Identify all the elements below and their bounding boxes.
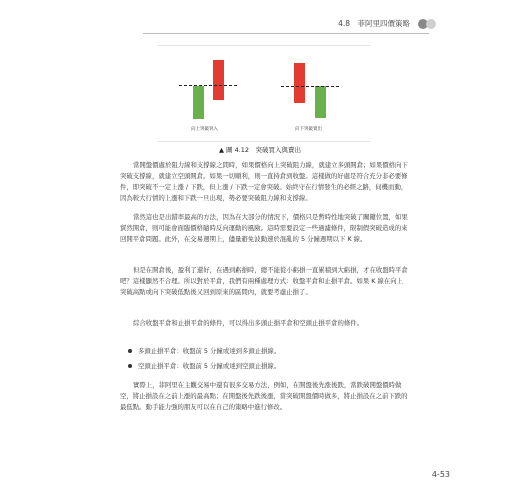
paragraph: 但是在開倉後，盈利了還好，在遇到虧損時，總不能從小虧損一直累積到大虧損，才在收盤時平倉吧？這樣顯然不合理。所以對於平倉，我們有兩種處理方式：收盤平倉和止損平倉。如果 K 線在向上突破高點或向下突破低點後又回到原來的區間內，就要考慮止損了。 — [120, 266, 408, 296]
right-breakout-line — [281, 86, 339, 87]
right-figure-label: 向下突破賣出 — [295, 127, 322, 132]
right-green-candle — [315, 86, 326, 118]
header-rule — [143, 33, 429, 34]
paragraph: 綜合收盤平倉和止損平倉的條件，可以得出多頭止損平倉和空頭止損平倉的條件。 — [133, 319, 364, 327]
bullet-text: 多頭止損平倉：收盤前 5 分鐘或達到多頭止損線。 — [138, 347, 281, 355]
header-decoration-dot — [426, 19, 436, 29]
breakout-figure — [157, 45, 371, 142]
bullet-item — [128, 361, 280, 372]
left-green-candle — [193, 86, 204, 119]
paragraph: 當開盤價處於阻力線和支撐線之間時，如果價格向上突破阻力線，就建立多頭開倉；如果價格向下突破支撐線，就建立空頭開倉。如果一切順利，則一直持倉到收盤。這樣做的好處是符合充分非必要條件，即突破不一定上漲 / 下跌，但上漲 / 下跌一定會突破。始終守在行情發生的必經之路，伺機而動，因為較大行情的上漲和下跌一旦出現，勢必要突破阻力線和支撐線。 — [120, 161, 408, 202]
left-breakout-line — [179, 85, 237, 86]
left-figure-label: 向上突破買入 — [191, 127, 218, 132]
bullet-item — [128, 346, 280, 357]
paragraph: 實際上，菲阿里在主觀交易中還有很多交易方法，例如，在開盤後先涨後跌，當跌破開盤價時做空，將止損設在之前上漲的最高點；在開盤後先跌後漲，當突破開盤價時做多，將止損設在之前下跌的最低點。動手能力強的朋友可以在自己的策略中進行修改。 — [120, 381, 408, 411]
bullet-icon — [128, 349, 132, 353]
page-number: 4-53 — [431, 470, 450, 479]
right-red-candle — [294, 63, 305, 103]
section-title: 4.8 菲阿里四價策略 — [338, 19, 410, 28]
left-red-candle — [213, 60, 224, 100]
figure-caption: ▲ 圖 4.12 突破買入與賣出 — [218, 146, 302, 154]
paragraph: 當然這也是出錯率最高的方法，因為在大部分的情況下，價格只是暫時性地突破了關鍵位置，如果貿然開倉，則可能會面臨價格隨時反向運動的風險。這時需要設定一些過濾條件，限制假突破造成的來回開平倉問題。此外，在交易週期上，儘量避免波動速於混亂的 5 分鐘週期以下 K 線。 — [120, 213, 408, 243]
bullet-icon — [128, 364, 132, 368]
page-header — [0, 14, 520, 34]
bullet-text: 空頭止損平倉：收盤前 5 分鐘或達到空頭止損線。 — [138, 362, 281, 370]
